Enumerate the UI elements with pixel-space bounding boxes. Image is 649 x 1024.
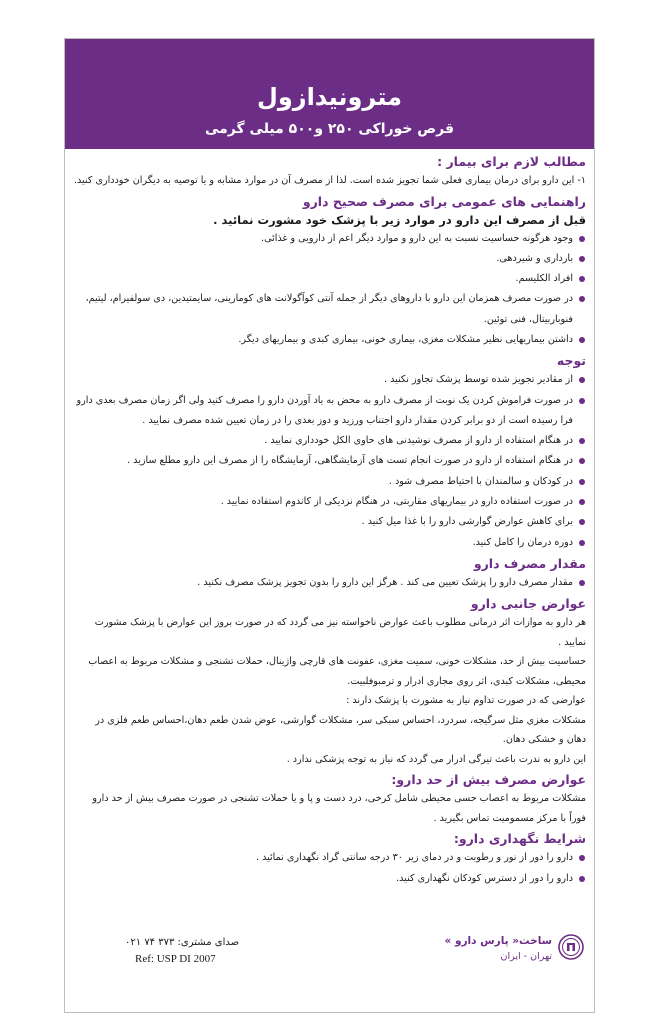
section-heading: عوارض مصرف بیش از حد دارو: <box>391 772 586 788</box>
list-item-text: در کودکان و سالمندان با احتیاط مصرف شود . <box>388 475 573 487</box>
section-heading: توجه <box>556 353 586 369</box>
list-item <box>73 472 586 492</box>
list-item-text: در صورت فراموش کردن یک نوبت از مصرف دارو به محض به یاد آوردن دارو را مصرف کنید ولی اگر زمان مصرف بعدی دارو فرا رسیده است از دو برابر کردن مقدار دارو اجتناب ورزید و دوز بعدی را در زمان تعیین شده مصرف نمایید . <box>76 394 573 426</box>
bullet-list <box>73 573 586 593</box>
section-heading: مقدار مصرف دارو <box>473 555 586 571</box>
list-item-text: در صورت استفاده دارو در بیماریهای مقاربتی، در هنگام نزدیکی از کاندوم استفاده نمایید . <box>220 496 573 508</box>
section-heading: عوارض جانبی دارو <box>470 596 586 612</box>
section-paragraph: عوارضی که در صورت تداوم نیاز به مشورت با پزشک دارند : <box>346 695 586 707</box>
drug-subtitle: قرص خوراکی ۲۵۰ و۵۰۰ میلی گرمی <box>204 121 455 137</box>
list-item <box>73 229 586 249</box>
bullet-icon <box>579 855 585 861</box>
manufacturer: ساخت« پارس دارو » <box>444 935 552 947</box>
pars-daru-logo-icon <box>558 934 584 960</box>
bullet-list <box>73 370 586 553</box>
section-paragraph: مشکلات مغزی مثل سرگیجه، سردرد، احساس سبکی سر، مشکلات گوارشی، عوض شدن طعم دهان،احساس طعم فلزی در دهان و خشکی دهان. <box>95 714 586 746</box>
bullet-icon <box>579 377 585 383</box>
section-intro: قبل از مصرف این دارو در موارد زیر با پزشک خود مشورت نمائید . <box>213 212 586 227</box>
bullet-list <box>73 229 586 351</box>
list-item-text: داشتن بیماریهایی نظیر مشکلات مغزی، بیماری خونی، بیماری کبدی و بیماریهای دیگر. <box>238 333 573 345</box>
bullet-icon <box>579 256 585 262</box>
section-paragraph: ۱- این دارو برای درمان بیماری فعلی شما تجویز شده است. لذا از مصرف آن در موارد مشابه و یا توصیه به دیگران خودداری کنید. <box>73 175 586 186</box>
manufacturer-city: تهران - ایران <box>500 951 552 962</box>
list-item-text: افراد الکلیسم. <box>515 273 573 285</box>
bullet-icon <box>579 458 585 464</box>
bullet-icon <box>579 337 585 343</box>
list-item <box>73 451 586 471</box>
list-item <box>73 512 586 532</box>
bullet-icon <box>579 499 585 505</box>
list-item <box>73 330 586 350</box>
footer <box>65 922 594 1012</box>
leaflet-content <box>73 151 586 889</box>
leaflet <box>64 38 595 1013</box>
section-heading: راهنمایی های عمومی برای مصرف صحیح دارو <box>302 193 586 209</box>
list-item-text: مقدار مصرف دارو را پزشک تعیین می کند . هرگز این دارو را بدون تجویز پزشک مصرف نکنید . <box>197 576 573 588</box>
list-item-text: بارداری و شیردهی. <box>496 252 573 264</box>
header-band <box>65 39 594 149</box>
customer-phone: صدای مشتری: ۳۷۳ ۷۴ ۰۲۱ <box>125 937 240 948</box>
list-item-text: در صورت مصرف همزمان این دارو با داروهای دیگر از جمله آنتی کوآگولانت های کومارینی، سایمتیدین، دی سولفیرام، لیتیم، فنوباربیتال، فنی توئین. <box>85 293 573 325</box>
list-item-text: دارو را دور از نور و رطوبت و در دمای زیر ۳۰ درجه سانتی گراد نگهداری نمائید . <box>255 852 573 864</box>
list-item-text: از مقادیر تجویز شده توسط پزشک تجاوز نکنید . <box>384 374 573 386</box>
bullet-icon <box>579 398 585 404</box>
bullet-icon <box>579 540 585 546</box>
list-item-text: دارو را دور از دسترس کودکان نگهداری کنید. <box>396 872 573 884</box>
bullet-icon <box>579 296 585 302</box>
section-heading: شرایط نگهداری دارو: <box>453 831 586 847</box>
list-item <box>73 573 586 593</box>
bullet-icon <box>579 876 585 882</box>
bullet-list <box>73 848 586 889</box>
section-paragraph: حساسیت بیش از حد، مشکلات خونی، سمیت مغزی، عفونت های قارچی واژینال، حملات تشنجی و مشکلات مربوط به اعصاب محیطی، مشکلات کبدی، اثر روی مجاری ادرار و ترمبوفلبیت. <box>88 656 586 687</box>
bullet-icon <box>579 519 585 525</box>
list-item <box>73 869 586 889</box>
bullet-icon <box>579 276 585 282</box>
list-item <box>73 848 586 868</box>
reference: Ref: USP DI 2007 <box>135 953 216 965</box>
bullet-icon <box>579 236 585 242</box>
drug-title: مترونیدازول <box>257 83 402 111</box>
list-item <box>73 249 586 269</box>
list-item-text: در هنگام استفاده از دارو از مصرف نوشیدنی های حاوی الکل خودداری نمایید . <box>264 435 573 447</box>
bullet-icon <box>579 580 585 586</box>
list-item-text: در هنگام استفاده از دارو در صورت انجام تست های آزمایشگاهی، آزمایشگاه را از مصرف این دارو مطلع سازید . <box>127 455 573 467</box>
list-item <box>73 269 586 289</box>
list-item-text: برای کاهش عوارض گوارشی دارو را با غذا میل کنید . <box>361 516 573 528</box>
list-item <box>73 289 586 330</box>
list-item <box>73 492 586 512</box>
list-item-text: وجود هرگونه حساسیت نسبت به این دارو و موارد دیگر اعم از دارویی و غذائی. <box>261 232 573 244</box>
section-paragraph: این دارو به ندرت باعث تیرگی ادرار می گردد که نیاز به توجه پزشکی ندارد . <box>286 753 586 765</box>
list-item <box>73 431 586 451</box>
section-paragraph: هر دارو به موازات اثر درمانی مطلوب باعث عوارض ناخواسته نیز می گردد که در صورت بروز این عوارض با پزشک مشورت نمایید . <box>94 617 586 648</box>
list-item-text: دوره درمان را کامل کنید. <box>472 536 573 548</box>
list-item <box>73 391 586 432</box>
list-item <box>73 533 586 553</box>
list-item <box>73 370 586 390</box>
bullet-icon <box>579 438 585 444</box>
bullet-icon <box>579 479 585 485</box>
section-heading: مطالب لازم برای بیمار : <box>437 154 586 169</box>
section-paragraph: مشکلات مربوط به اعصاب حسی محیطی شامل کرخی، درد دست و پا و یا حملات تشنجی در صورت مصرف بیش از حد دارو فوراً با مرکز مسمومیت تماس بگیرید . <box>92 793 586 824</box>
